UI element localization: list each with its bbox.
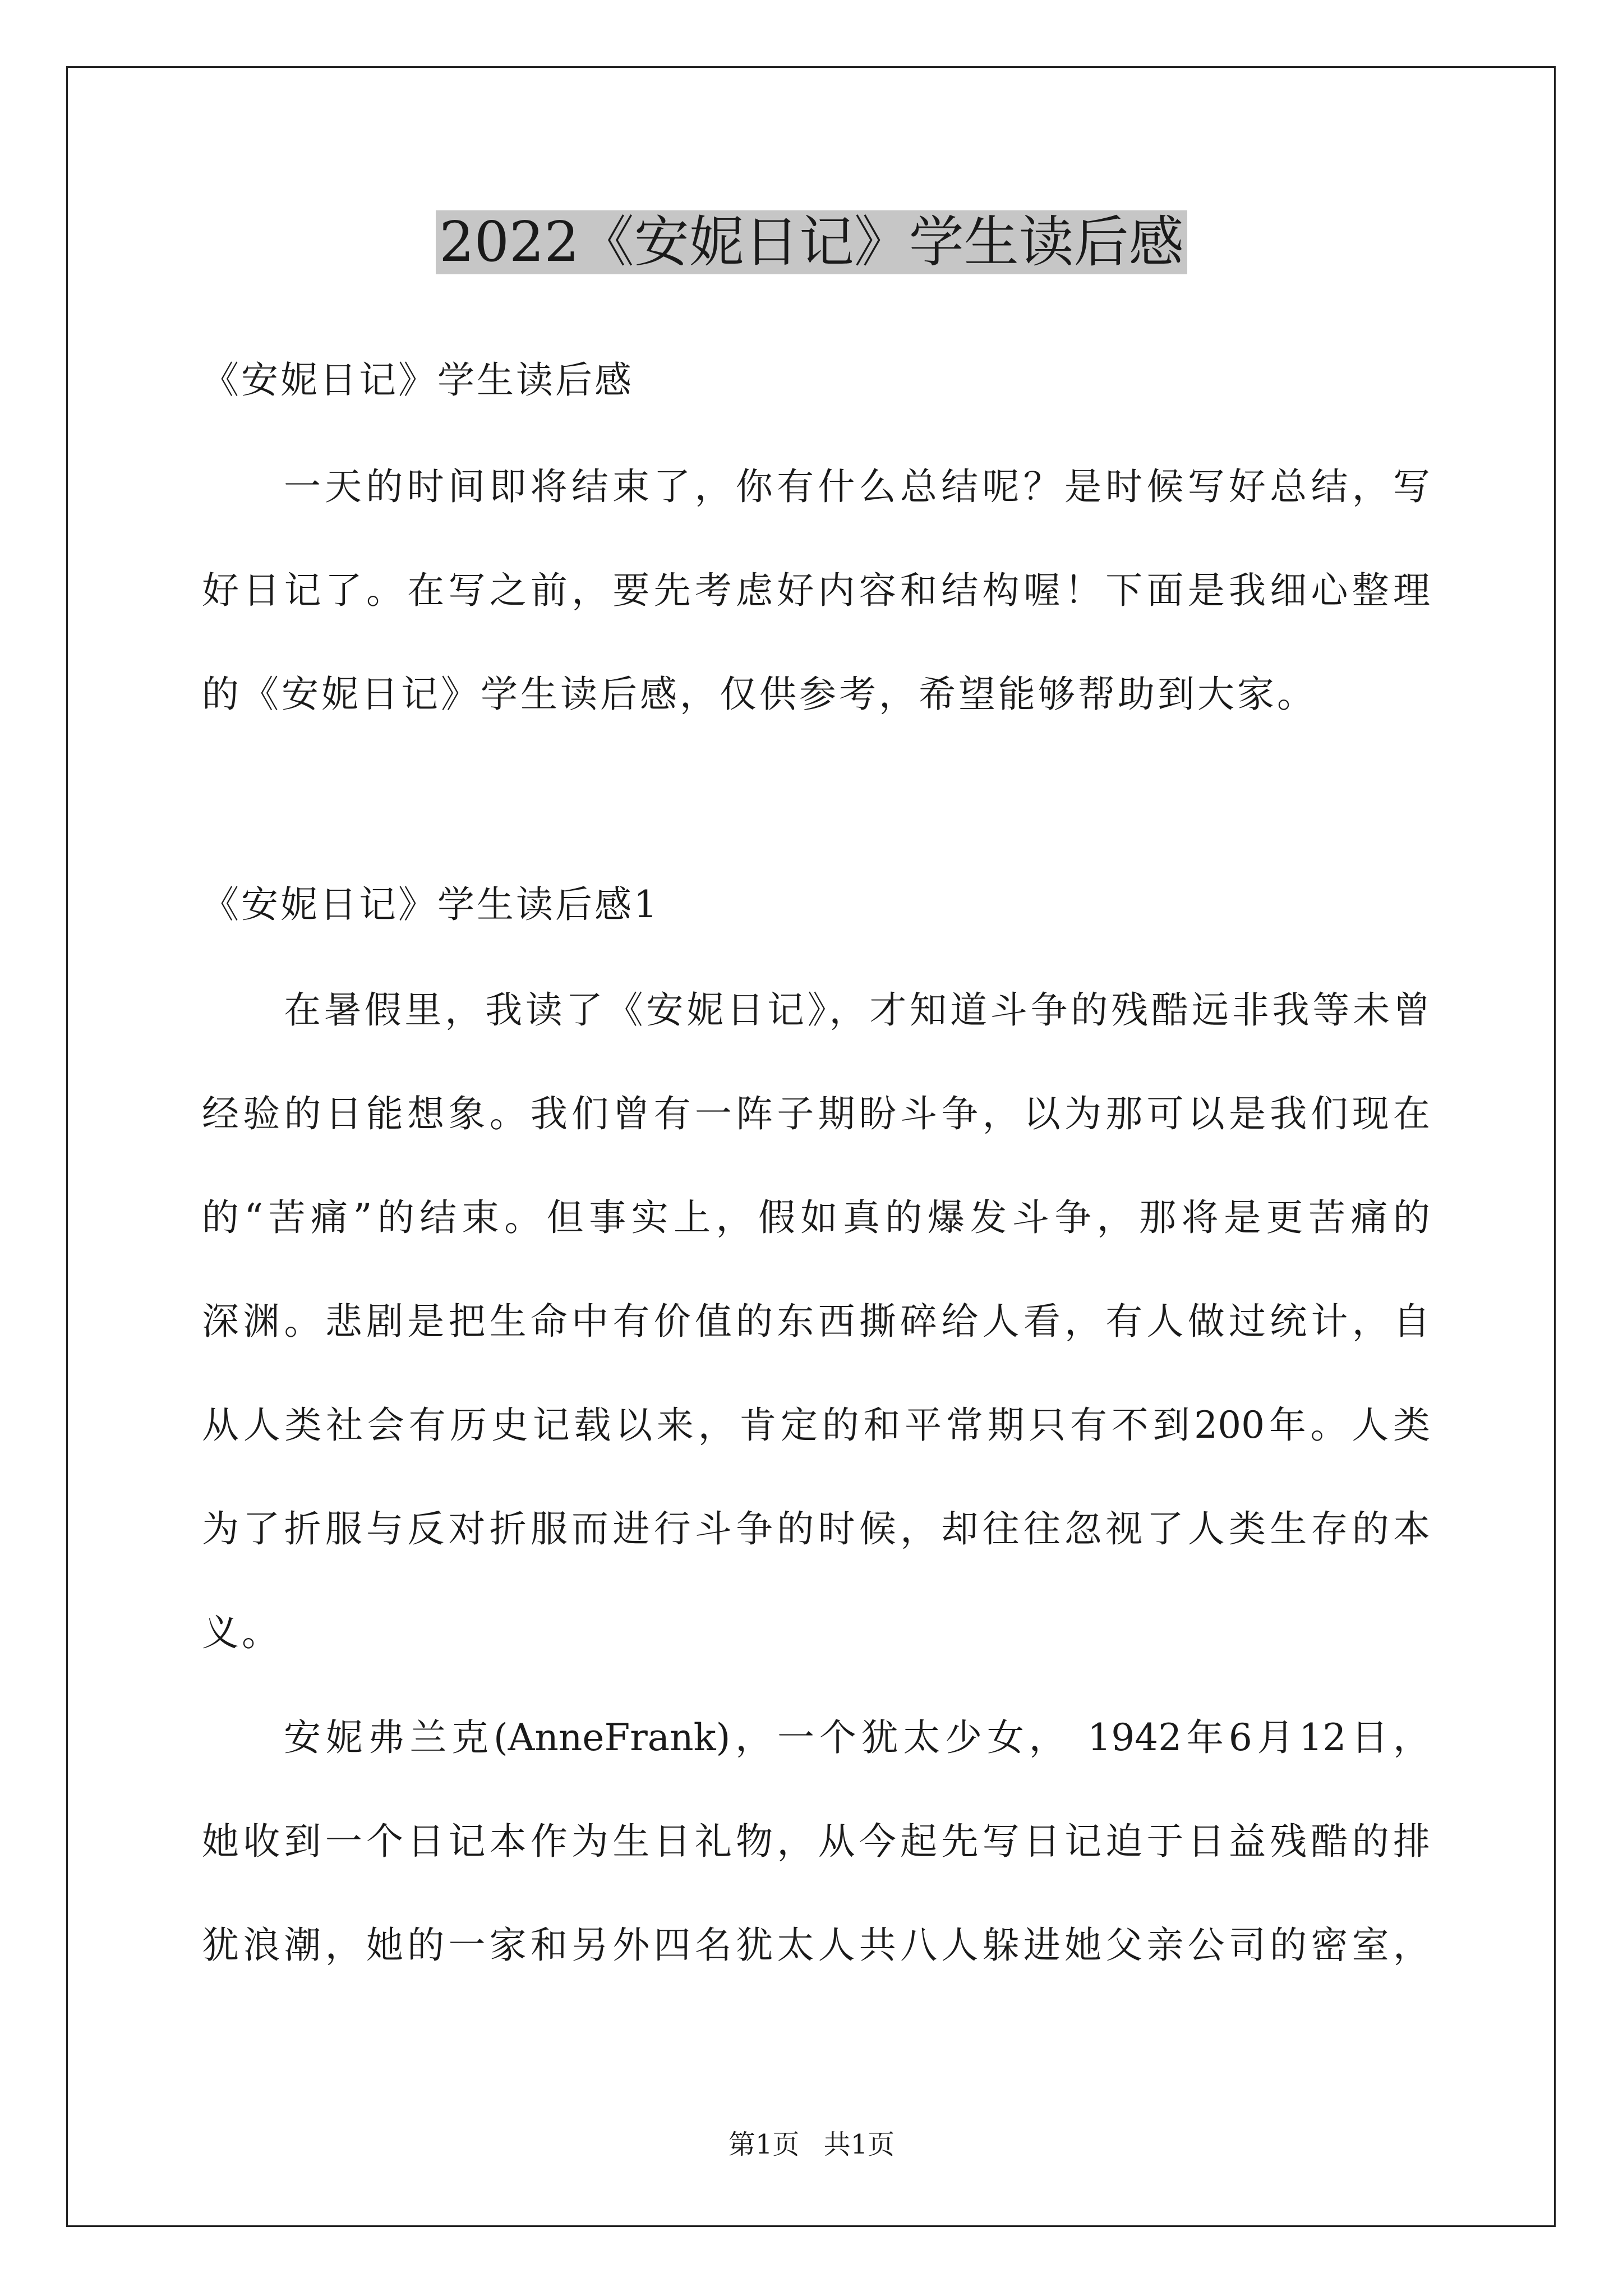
- document-title: [0, 203, 1623, 282]
- paragraph-line: 经验的日能想象。我们曾有一阵子期盼斗争，以为那可以是我们现在: [202, 1092, 1430, 1135]
- intro-line-3: 的《安妮日记》学生读后感，仅供参考，希望能够帮助到大家。: [202, 673, 1317, 716]
- page-footer: [0, 2125, 1623, 2164]
- page-number: 第1页: [728, 2129, 800, 2160]
- document-title-text: 2022《安妮日记》学生读后感: [436, 210, 1187, 274]
- paragraph-line: 深渊。悲剧是把生命中有价值的东西撕碎给人看，有人做过统计，自: [202, 1300, 1430, 1343]
- paragraph-line: 犹浪潮，她的一家和另外四名犹太人共八人躲进她父亲公司的密室，: [202, 1924, 1430, 1967]
- paragraph-line: 的“苦痛”的结束。但事实上，假如真的爆发斗争，那将是更苦痛的: [202, 1196, 1430, 1239]
- paragraph-line: 从人类社会有历史记载以来，肯定的和平常期只有不到200年。人类: [202, 1404, 1430, 1447]
- intro-line-2: 好日记了。在写之前，要先考虑好内容和结构喔！下面是我细心整理: [202, 569, 1430, 612]
- section-heading: 《安妮日记》学生读后感1: [202, 883, 660, 926]
- page-total: 共1页: [823, 2129, 895, 2160]
- paragraph-line: 义。: [202, 1611, 282, 1654]
- paragraph-line: 安妮弗兰克(AnneFrank)，一个犹太少女， 1942年6月12日，: [284, 1716, 1430, 1759]
- subtitle: 《安妮日记》学生读后感: [202, 358, 634, 402]
- paragraph-line: 她收到一个日记本作为生日礼物，从今起先写日记迫于日益残酷的排: [202, 1820, 1430, 1863]
- intro-line-1: 一天的时间即将结束了，你有什么总结呢？是时候写好总结，写: [284, 465, 1430, 508]
- paragraph-line: 在暑假里，我读了《安妮日记》，才知道斗争的残酷远非我等未曾: [284, 988, 1430, 1032]
- paragraph-line: 为了折服与反对折服而进行斗争的时候，却往往忽视了人类生存的本: [202, 1507, 1430, 1550]
